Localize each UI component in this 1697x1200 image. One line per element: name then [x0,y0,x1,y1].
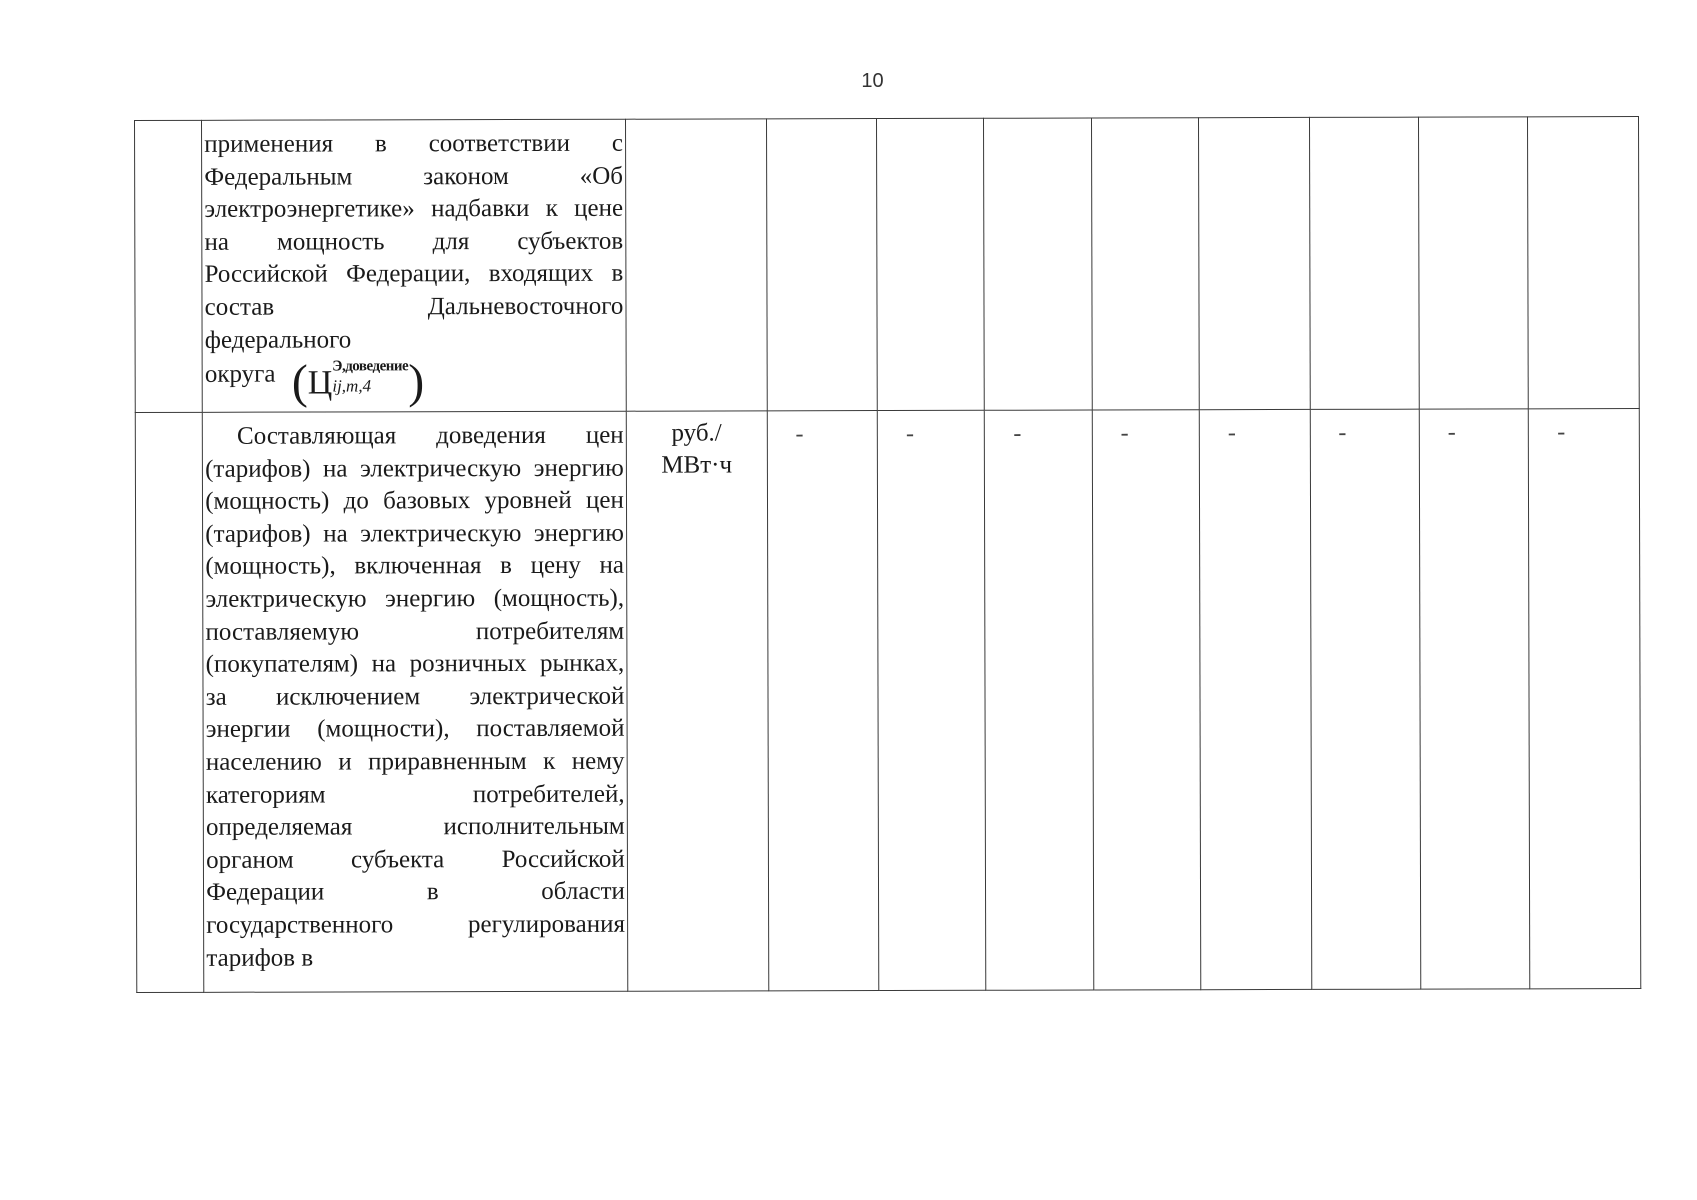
value-cell [1309,117,1419,409]
table-row [135,117,1640,413]
formula-indices [332,358,409,396]
value-cell [1528,117,1639,409]
value-cell [1091,118,1199,410]
value-cell: - [1310,409,1421,989]
formula-superscript: Э,доведение [332,358,409,375]
formula-open-paren: ( [291,355,308,409]
unit-line-1: руб./ [671,419,722,447]
unit-line-2: МВт·ч [661,451,733,479]
unit-cell [625,119,767,411]
table-row [135,409,1641,993]
page-number: 10 [861,70,884,92]
description-text: применения в соответствии с Федеральным законом «Об электроэнергетике» надбавки к цене на мощность для субъектов Российской Федерации, входящих в состав Дальневосточного федерального [204,129,624,354]
value-cell [1418,117,1528,409]
value-cell [877,118,985,410]
description-last-line [204,355,624,409]
formula [291,355,425,409]
description-cell [202,411,627,992]
formula-base: Ц [307,364,333,402]
value-cell: - [1199,409,1311,989]
row-number-cell [135,120,203,412]
value-cell: - [767,411,879,991]
value-cell: - [1092,410,1201,990]
formula-subscript: ij,m,4 [332,376,372,396]
description-text: Составляющая доведения цен (тарифов) на электрическую энергию (мощность) до базовых уровней цен (тарифов) на электрическую энергию (мощность), включенная в цену на электрическую энергию (мощность), поставляемую потребителям (покупателям) на розничных рынках, за исключением электрической энергии (мощности), поставляемой населению и приравненным к нему категориям потребителей, определяемая исполнительным органом субъекта Российской Федерации в области государственного регулирования тарифов в [205,421,625,972]
tariff-table [134,116,1641,993]
value-cell [766,119,877,411]
value-cell: - [1529,409,1641,989]
value-cell: - [1419,409,1530,989]
row-number-cell [135,412,204,992]
formula-close-paren: ) [408,355,425,409]
description-last-word: округа [204,360,276,388]
value-cell: - [985,410,1094,990]
value-cell [984,118,1092,410]
value-cell: - [877,410,986,990]
unit-cell [626,411,768,991]
description-cell [202,119,626,412]
value-cell [1199,117,1310,409]
